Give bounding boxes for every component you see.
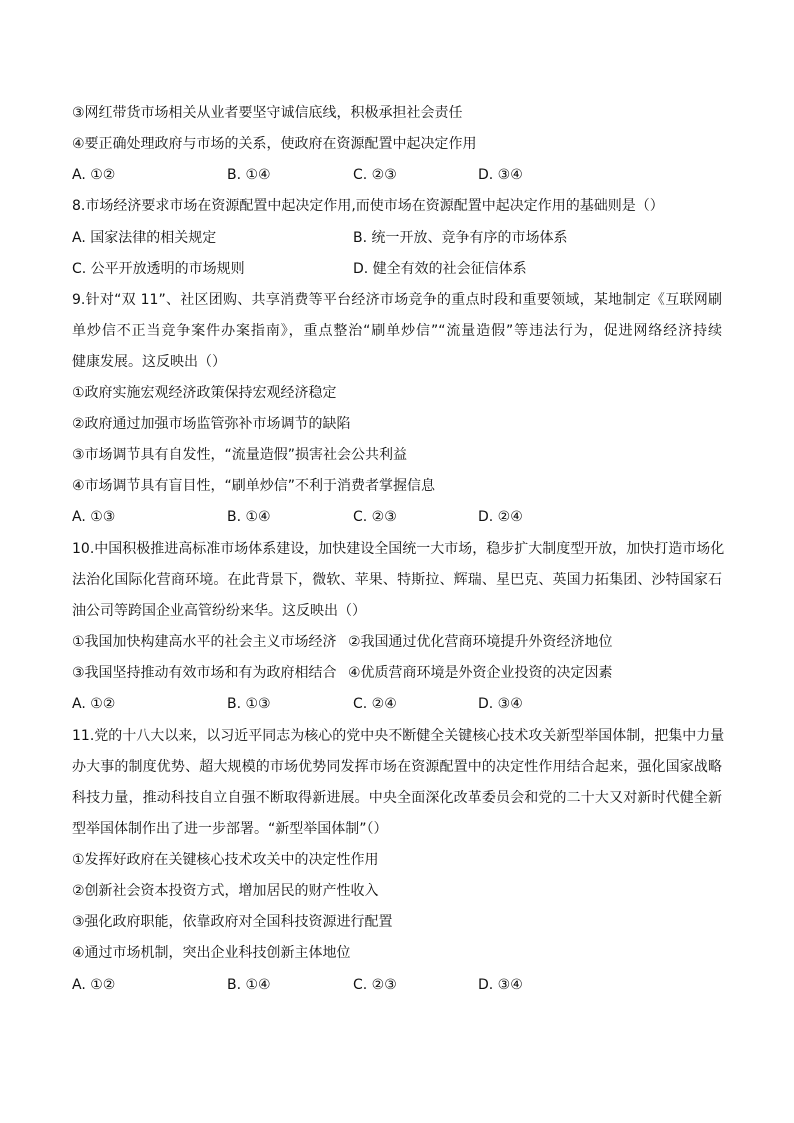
q9-statement-4: ④市场调节具有盲目性，“刷单炒信”不利于消费者掌握信息: [72, 478, 436, 494]
q8-option-d[interactable]: D. 健全有效的社会征信体系: [353, 261, 527, 277]
q9-statement-1: ①政府实施宏观经济政策保持宏观经济稳定: [72, 385, 337, 401]
q8-option-b[interactable]: B. 统一开放、竞争有序的市场体系: [353, 230, 568, 246]
q11-stem-line-3: 科技力量，推动科技自立自强不断取得新进展。中央全面深化改革委员会和党的二十大又对新时代健全新: [72, 790, 722, 806]
q10-statement-2: ②我国通过优化营商环境提升外资经济地位: [348, 634, 613, 650]
q11-option-b[interactable]: B. ①④: [227, 977, 271, 993]
q10-stem-line-2: 法治化国际化营商环境。在此背景下，微软、苹果、特斯拉、辉瑞、星巴克、英国力拓集团、沙特国家石: [72, 572, 722, 588]
q10-stem-line-1: 10.中国积极推进高标准市场体系建设，加快建设全国统一大市场，稳步扩大制度型开放，加快打造市场化: [72, 541, 725, 557]
q11-option-c[interactable]: C. ②③: [353, 977, 397, 993]
q11-statement-1: ①发挥好政府在关键核心技术攻关中的决定性作用: [72, 852, 379, 868]
q10-statement-4: ④优质营商环境是外资企业投资的决定因素: [348, 665, 613, 681]
q8-stem: 8.市场经济要求市场在资源配置中起决定作用,而使市场在资源配置中起决定作用的基础则是（）: [72, 198, 664, 214]
q9-option-d[interactable]: D. ②④: [478, 509, 523, 525]
q9-statement-2: ②政府通过加强市场监管弥补市场调节的缺陷: [72, 416, 351, 432]
q8-option-c[interactable]: C. 公平开放透明的市场规则: [72, 261, 245, 277]
q10-statement-1: ①我国加快构建高水平的社会主义市场经济: [72, 634, 337, 650]
q10-option-d[interactable]: D. ③④: [478, 696, 523, 712]
q11-stem-line-4: 型举国体制作出了进一步部署。“新型举国体制”（）: [72, 821, 388, 837]
q7-statement-4: ④要正确处理政府与市场的关系，使政府在资源配置中起决定作用: [72, 136, 477, 152]
q11-option-d[interactable]: D. ③④: [478, 977, 523, 993]
q7-option-a[interactable]: A. ①②: [72, 167, 116, 183]
q11-stem-line-1: 11.党的十八大以来，以习近平同志为核心的党中央不断健全关键核心技术攻关新型举国体制，把集中力量: [72, 728, 725, 744]
q9-stem-line-2: 单炒信不正当竞争案件办案指南》，重点整治“刷单炒信”“流量造假”等违法行为，促进网络经济持续: [72, 323, 722, 339]
q10-stem-line-3: 油公司等跨国企业高管纷纷来华。这反映出（）: [72, 603, 366, 619]
q10-statement-3: ③我国坚持推动有效市场和有为政府相结合: [72, 665, 337, 681]
q9-stem-line-1: 9.针对“双 11”、社区团购、共享消费等平台经济市场竞争的重点时段和重要领域，某地制定《互联网刷: [72, 292, 722, 308]
q11-stem-line-2: 办大事的制度优势、超大规模的市场优势同发挥市场在资源配置中的决定性作用结合起来，强化国家战略: [72, 759, 722, 775]
q9-statement-3: ③市场调节具有自发性，“流量造假”损害社会公共利益: [72, 447, 408, 463]
q11-option-a[interactable]: A. ①②: [72, 977, 116, 993]
q10-option-a[interactable]: A. ①②: [72, 696, 116, 712]
q8-option-a[interactable]: A. 国家法律的相关规定: [72, 230, 217, 246]
q9-option-a[interactable]: A. ①③: [72, 509, 116, 525]
q7-statement-3: ③网红带货市场相关从业者要坚守诚信底线，积极承担社会责任: [72, 105, 463, 121]
q7-option-c[interactable]: C. ②③: [353, 167, 397, 183]
q10-option-b[interactable]: B. ①③: [227, 696, 271, 712]
q9-option-b[interactable]: B. ①④: [227, 509, 271, 525]
q7-option-b[interactable]: B. ①④: [227, 167, 271, 183]
q11-statement-4: ④通过市场机制，突出企业科技创新主体地位: [72, 945, 351, 961]
q9-option-c[interactable]: C. ②③: [353, 509, 397, 525]
q10-option-c[interactable]: C. ②④: [353, 696, 397, 712]
q9-stem-line-3: 健康发展。这反映出（）: [72, 354, 226, 370]
q11-statement-3: ③强化政府职能，依靠政府对全国科技资源进行配置: [72, 914, 393, 930]
q7-option-d[interactable]: D. ③④: [478, 167, 523, 183]
q11-statement-2: ②创新社会资本投资方式，增加居民的财产性收入: [72, 883, 379, 899]
